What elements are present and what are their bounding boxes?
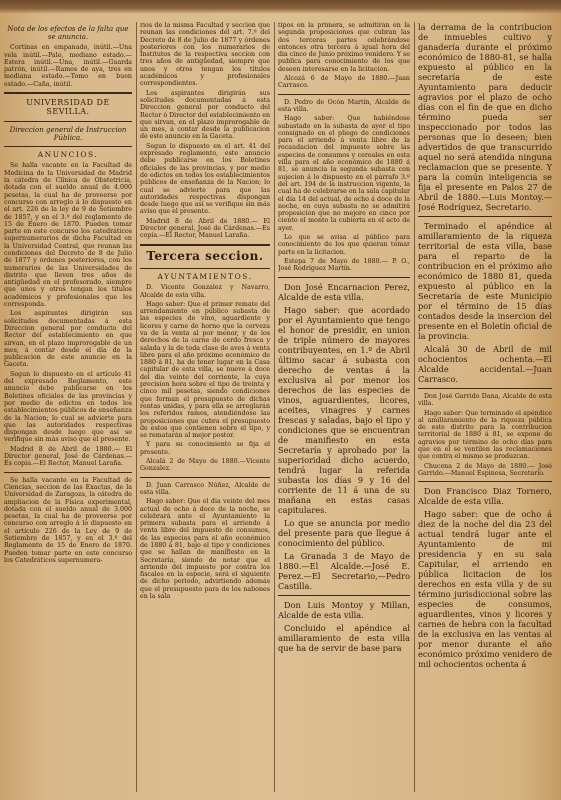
large-type-block: [278, 282, 410, 653]
edict-paragraph: la derrama de la contribucion de inmuebles cultivo y ganadería durante el próximo económico de 1880-81, se halla expuesto al público en la secretaría de este Ayuntamiento para deducir agravios por el plazo de ocho días con el fin de que en dicho término pueda ser inspeccionado por todos las personas que lo deseen; bien advertidos de que transcurrido aquel no será atendida ninguna reclamacion que se presente. Y para la común inteligencia se fija el presente en Palos 27 de Abril de 1880.—Luis Montoy.—José Rodríguez, Secretario.: [418, 22, 552, 212]
edict-paragraph: Hago saber: Que habiéndose subastado en la subasta de ayer el tipo consignado en el pliego de condiciones para el arriendo á venta libre de la recaudacion del impuesto sobre las especies de consumos y cereales en esta villa para el año económico de 1880 á 81, se anuncia la segunda subasta con sujecion á lo dispuesto en el párrafo 3.º del art. 194 de la instruccion vigente, la cual ha de celebrarse en la sala capitular el día 14 del actual, de ocho á doce de la noche, en cuya subasta no se admitirá proposicion que no mejore en cinco por ciento el monto la cubierta en el acto de ayer.: [278, 115, 410, 232]
university-heading: UNIVERSIDAD DE SEVILLA.: [26, 98, 110, 117]
edict-date: La Granada 3 de Mayo de 1880.—El Alcalde.—José E. Perez.—El Secretario,—Pedro Castilla.: [278, 550, 410, 591]
edict-paragraph: Hago saber: Que el primer remate del arrendamiento en público subasta de las especies de vino, aguardiente y licores y carne de horno que la cerveza va de la venta al por menor, y de los derechos de la carne de cerdo fresca y salada y la de toda clase de aves á venta libre para el año próximo económico de 1880 á 81, ha de tener lugar en la Casa capitular de esta villa, se nueve á doce del dia veinte del corriente, la cuya precision hora sobre el tipo de treinta y cinco mil pesetas, siendo condiciones que forman el presupuesto de dichas rentas unidas, y para ella se arreglarán los referidos ramos, atendiéndose las proposiciones que cubra el presupuesto de estos que contienen sobre el tipo, y se rematarán al mejor postor.: [140, 300, 270, 440]
divider: [418, 388, 552, 389]
column-4: [418, 22, 552, 797]
edict-paragraph: Concluido el apéndice al amillaramiento de esta villa que ha de servir de base para: [278, 622, 410, 653]
edict-heading: D. Vicente Gonzalez y Navarro, Alcalde de esta villa.: [140, 284, 270, 299]
column-1: [4, 22, 132, 797]
divider: [4, 146, 132, 147]
announcement-paragraph: Los aspirantes dirigirán sus solicitudes documentadas á esta Direccion general por conducto del Rector ó Director del establecimiento en que sirvan, en el plazo improrogable de un mes, á contar desde la publicacion de este anuncio en la Gaceta.: [140, 89, 270, 141]
announcement-date: Madrid 8 de Abril de 1880.— El Director general, José de Cárdenas.—Es copia.—El Rector, Manuel Laraña.: [4, 445, 132, 468]
edict-paragraph: Hago saber: que de ocho á diez de la noche del dia 23 del actual tendrá lugar ante el Ayuntamiento de mi presidencia y en su sala Capitular, el arriendo en pública licitacion de los derechos en esta villa y de su término jurisdiccional sobre las especies de consumos, aguardientes, vinos y licores y carnes de hebra con la facultad de la exclusiva en las ventas al por menor durante el año económico próximo venidero de mil ochocientos ochenta á: [418, 509, 552, 670]
announcement-paragraph: rios de la misma Facultad y seccion que reunan las condiciones del art. 7.º del Decreto de 8 de Julio de 1877 y órdenes posteriores con los numerarios de Institutos de la respectiva seccion con tres años de antigüedad, siempre que unos y otros tengan los títulos académicos y profesionales correspondientes.: [140, 22, 270, 88]
divider: [278, 94, 410, 95]
divider: [278, 277, 410, 278]
divider: [140, 268, 270, 269]
divider: [4, 92, 132, 94]
edict-paragraph: Hago saber: Que el dia veinte del mes actual de ocho á doce de la noche, se celebrará ante el Ayuntamiento la primera subasta para el arriendo á venta libre del impuesto de consumos, de las especies para el año económico de 1880 á 81, bajo el tipo y condiciones que se hallan de manifiesto en la Secretaría, siendo de notar que el arriendo del impuesto por contra los fiscales en la especie, será el siguiente de dicho periodo, advirtiendo además que el presupuesto para de los nabones en la sala: [140, 498, 270, 601]
missing-items-heading: Nota de los efectos de la falta que se anuncia.: [7, 25, 129, 42]
divider: [4, 121, 132, 122]
edict-heading: D. Pedro de Ocón Martín, Alcalde de esta villa.: [278, 98, 410, 113]
edict-date: Estepa 7 de Mayo de 1880.— P. O., José Rodríguez Martín.: [278, 257, 410, 273]
column-separator: [414, 22, 415, 792]
announcement-paragraph: Se halla vacante en la Facultad de Medicina de la Universidad de Madrid la cátedra de Clínica de Obstetricia, dotada con el sueldo anual de 4.000 pesetas, la cual ha de proveerse por concurso con arreglo á lo dispuesto en el art. 226 de la ley de 9 de Setiembre de 1857, y en el 3.º del reglamento de 15 de Enero de 1870. Pueden tomar parte en este concurso los catedráticos supernumerarios de dicha Facultad en la Universidad Central, que reunan las condiciones del Decreto de 8 de Julio de 1877 y órdenes posteriores, con los numerarios de las Universidades de distrito que lleven tres años de antigüedad en el profesorado, siempre que unos y otros tengan los títulos académicos y profesionales que les corresponda.: [4, 162, 132, 309]
edict-paragraph: tipos en la primera, se admitirán en la segunda proposiciones que cubran las dos terceras partes celebrándose entonces otra tercera á igual hora del dia cinco de Junio próximo venidero. Y se publica para conocimiento de los que deseen interesarse en la licitacion.: [278, 22, 410, 73]
large-type-block: [418, 486, 552, 669]
edict-date: Alcalá 2 de Mayo de 1880.—Vicente Gonzalez.: [140, 458, 270, 473]
announcement-paragraph: Segun lo dispuesto en el artículo 41 del expresado Reglamento, este anuncio debe publicarse en los Boletines oficiales de las provincias y por medio de edictos en todos los establecimientos públicos de enseñanza de la Nacion; lo cual se advierte para que las autoridades respectivas dispongan desde luego que así se verifique sin más aviso que el presente.: [4, 370, 132, 444]
edict-paragraph: Y para su conocimiento se fija el presente.: [140, 441, 270, 456]
edict-paragraph: Hago saber: Que terminado el apéndice al amillaramiento de la riqueza pública de este distrito para la contribucion territorial de 1880 á 81, se expone de agravios por término de ocho días para que en el se ventilen las reclamaciones que contra el mismo se produzcan.: [418, 409, 552, 461]
column-separator: [136, 22, 137, 792]
column-separator: [274, 22, 275, 792]
announcement-date: Madrid 8 de Abril de 1880.— El Director general, José de Cárdenas.—Es copia.—El Rector, Manuel Laraña.: [140, 217, 270, 240]
divider: [418, 216, 552, 217]
edict-heading: Don José Encarnacion Perez, Alcalde de esta villa.: [278, 281, 410, 302]
edict-heading: Don José Garrido Dana, Alcalde de esta villa.: [418, 393, 552, 408]
announcement-paragraph: Se halla vacante en la Facultad de Ciencias, seccion de las Exactas, de la Universidad de Zaragoza, la cátedra de ampliacion de la Física experimental, dotada con el sueldo anual de 3.000 pesetas, la cual ha de proveerse por concurso con arreglo á lo dispuesto en el artículo 226 de la Ley de 9 de Setiembre de 1857, y en el 3.º del Reglamento de 15 de Enero de 1870. Pueden tomar parte en este concurso los Catedráticos supernumera-: [4, 476, 132, 564]
divider: [140, 477, 270, 478]
divider: [4, 472, 132, 473]
edict-date: Alcozá 6 de Mayo de 1880.—Juan Carrasco.: [278, 75, 410, 90]
edict-heading: Don Luis Montoy y Millan, Alcalde de esta villa.: [278, 599, 410, 620]
page-top-edge: [0, 0, 561, 14]
edict-paragraph: Lo que se anuncia por medio del presente para que llegue á conocimiento del público.: [278, 517, 410, 548]
direction-heading: Direccion general de Instruccion Pública.: [9, 125, 127, 142]
announcement-paragraph: Segun lo dispuesto en el art. 41 del expresado reglamento, este anuncio debe publicarse en los Boletines oficiales de las provincias, y por medio de edictos en todos los establecimientos públicos de enseñanza de la Nacion; lo cual se advierte para que las autoridades respectivas dispongan desde luego que así se verifique sin más aviso que el presente.: [140, 142, 270, 216]
edict-heading: D. Juan Carrasco Núñez, Alcalde de esta villa.: [140, 481, 270, 496]
edict-date: Chucena 2 de Mayo de 1880.— José Garrido.—Manuel Espinosa, Secretario.: [418, 462, 552, 477]
divider: [140, 244, 270, 246]
announcement-paragraph: Los aspirantes dirigirán sus solicitudes documentadas á esta Direccion general por conducto del Rector del establecimiento en que sirvan, en el plazo improrogable de un mes, á contar desde el día de la publicacion de este anuncio en la Gaceta.: [4, 310, 132, 369]
divider: [418, 481, 552, 482]
edict-paragraph: Hago saber: que acordado por el Ayuntamiento que tengo el honor de presidir, en union de triple número de mayores contribuyentes, en 1.º de Abril último sacar á subasta con derecho de ventas á la exclusiva al por menor los derechos de las especies de vinos, aguardientes, licores, aceites, vinagres y carnes frescas y saladas, bajo el tipo y condiciones que se encuentran de manifiesto en esta Secretaría y aprobado por la superioridad dicho acuerdo, tendrá lugar la referida subasta los días 9 y 16 del corriente de 11 á una de su mañana en estas casas capitulares.: [278, 304, 410, 515]
anuncios-heading: ANUNCIOS.: [37, 149, 99, 159]
divider: [278, 595, 410, 596]
edict-date: Alcalá 30 de Abril de mil ochocientos ochenta.—El Alcalde accidental.—Juan Carrasco.: [418, 344, 552, 384]
missing-items-text: Cortinas en empanado, inútil.—Una vela inútil.—Palo, mediano estado.—Estera inútil.—Una, inútil.—Guarda patrón, inútil.—Ramos de aya, tres en mediana estado.—Tomo en buen estado.—Caña, inútil.: [4, 44, 132, 88]
large-type-block: [418, 22, 552, 384]
edict-heading: Don Francisco Diaz Tornero, Alcalde de esta villa.: [418, 486, 552, 507]
edict-paragraph: Terminado el apéndice al amillaramiento de la riqueza territorial de esta villa, base para el reparto de la contribucion en el próximo año económico de 1880 81, queda expuesto al público en la Secretaría de este Municipio por el término de 15 días contados desde la insercion del presente en el Boletín oficial de la provincia.: [418, 221, 552, 341]
ayuntamientos-heading: AYUNTAMIENTOS.: [157, 271, 253, 281]
section-title: Tercera seccion.: [146, 248, 264, 263]
column-2: [140, 22, 270, 797]
edict-paragraph: Lo que se avisa al público para conocimiento de los que quieran tomar parte en la licitacion.: [278, 234, 410, 256]
column-3: [278, 22, 410, 797]
